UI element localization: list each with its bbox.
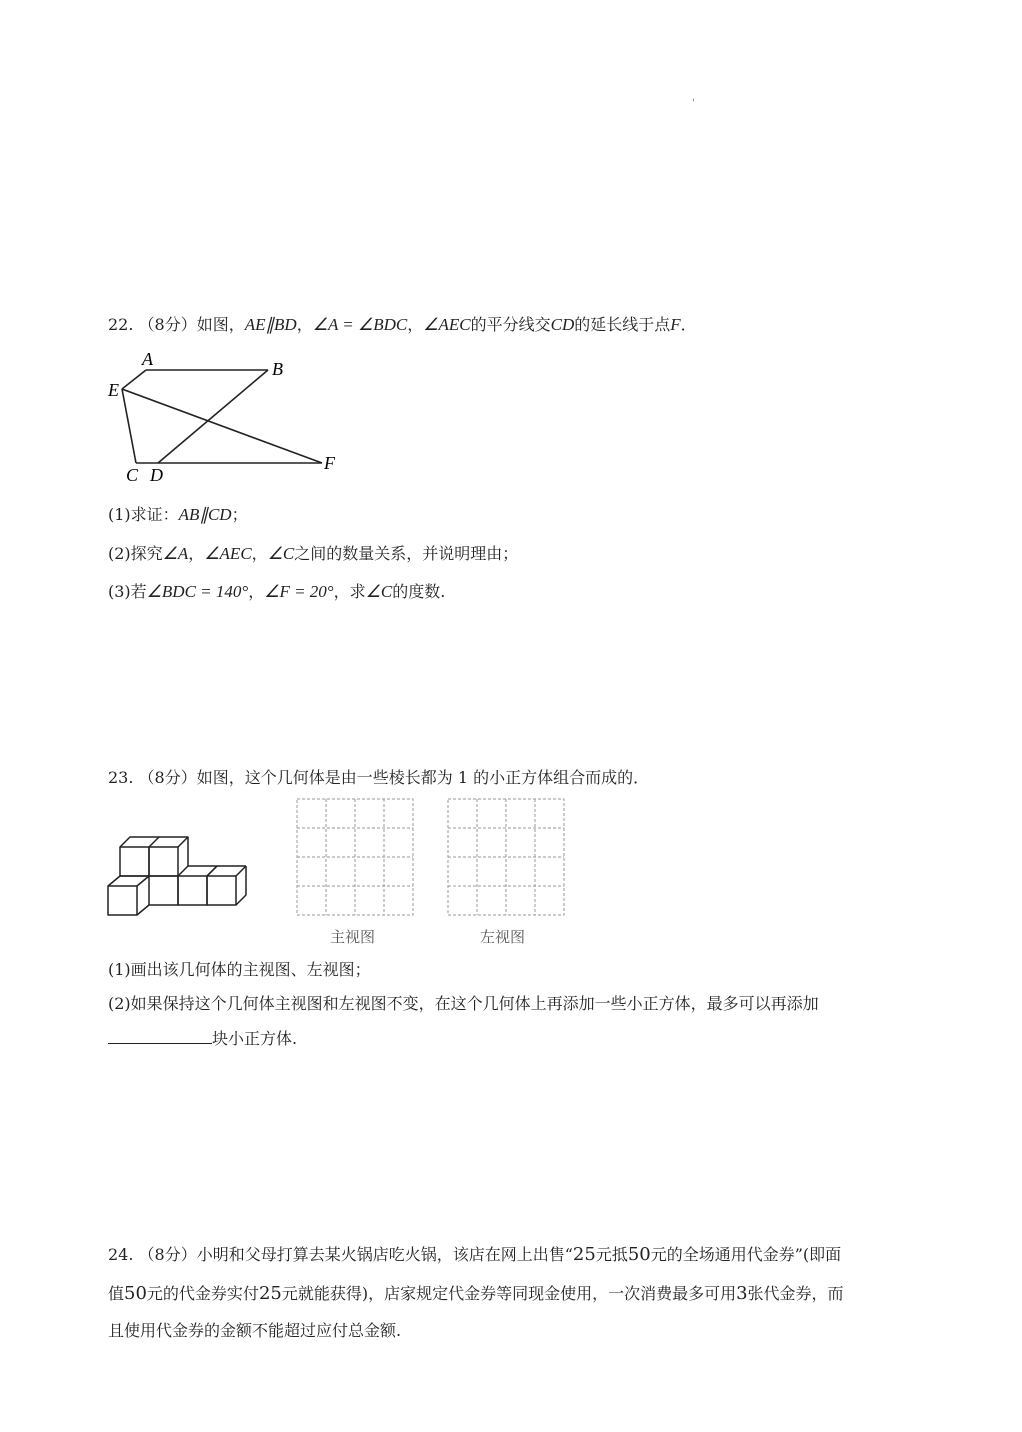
q22-figure	[100, 345, 360, 485]
q24-number-25: 25	[258, 1283, 282, 1304]
q24-text: 元的全场通用代金券”(即面	[650, 1245, 842, 1264]
q22-part3-angle-c: ∠C	[365, 582, 393, 601]
left-view-caption: 左视图	[480, 928, 526, 946]
q24-score: （8分）	[138, 1245, 197, 1264]
q23-stem-text: 如图，这个几何体是由一些棱长都为 1 的小正方体组合而成的．	[196, 768, 650, 787]
q22-stem-text: 的平分线交	[470, 315, 551, 334]
q24-text: 张代金券，而	[747, 1284, 844, 1303]
q24-number-3: 3	[736, 1283, 748, 1304]
q22-stem	[108, 314, 697, 336]
q22-math-angle-aec: ∠AEC	[423, 315, 471, 334]
cube-top-front	[149, 847, 178, 876]
q22-part3	[108, 581, 445, 603]
q22-part3-mid: ，求	[333, 582, 366, 601]
q22-part2-sep: ，	[251, 544, 268, 563]
q24-number-50: 50	[124, 1283, 147, 1304]
segment-ef	[122, 389, 322, 463]
segment-ec	[122, 389, 136, 463]
q22-part1	[108, 504, 248, 526]
q24-text: 元的代金券实付	[146, 1284, 259, 1303]
q24-number-25: 25	[572, 1244, 596, 1265]
q24-text: 值	[108, 1284, 125, 1303]
cube-top-front	[120, 847, 149, 876]
q24-line1	[108, 1244, 841, 1266]
q22-comma: ，	[296, 315, 313, 334]
q22-math-ae-parallel-bd: AE∥BD	[244, 315, 297, 334]
q22-stem-text: 如图，	[196, 315, 245, 334]
stray-mark: '	[692, 98, 695, 109]
q22-part1-math: AB∥CD	[178, 505, 232, 524]
q23-cube-figure	[100, 830, 260, 930]
q24-number: 24.	[108, 1245, 134, 1264]
label-c: C	[126, 465, 139, 485]
q24-number-50: 50	[627, 1244, 651, 1265]
front-view-grid	[296, 798, 414, 916]
q22-part3-angle-bdc: ∠BDC = 140°	[146, 582, 249, 601]
q22-part3-sep: ，	[248, 582, 265, 601]
segment-ae	[122, 370, 146, 389]
q22-part2-prefix: (2)探究	[108, 544, 163, 563]
q24-text: 小明和父母打算去某火锅店吃火锅，该店在网上出售“	[196, 1245, 573, 1264]
front-view-caption: 主视图	[330, 928, 376, 946]
q24-line3: 且使用代金券的金额不能超过应付总金额.	[108, 1321, 402, 1340]
q23-number: 23.	[108, 768, 134, 787]
q24-line2	[108, 1283, 844, 1305]
q23-score: （8分）	[138, 768, 197, 787]
segment-bd	[158, 370, 268, 463]
q23-part2-suffix: 块小正方体.	[212, 1029, 298, 1048]
label-e: E	[108, 380, 119, 400]
label-f: F	[324, 453, 335, 473]
q23-part1: (1)画出该几何体的主视图、左视图；	[108, 960, 371, 979]
q22-score: （8分）	[138, 315, 197, 334]
q22-math-f: F	[670, 315, 681, 334]
q22-part2	[108, 543, 518, 565]
q22-number: 22.	[108, 315, 134, 334]
q22-part2-sep: ，	[188, 544, 205, 563]
q22-part1-prefix: (1)求证：	[108, 505, 179, 524]
q22-math-angle-eq: ∠A = ∠BDC	[312, 315, 408, 334]
q23-part2-line2	[108, 1027, 297, 1050]
q23-part2-line1: (2)如果保持这个几何体主视图和左视图不变，在这个几何体上再添加一些小正方体，最多可以再添加	[108, 994, 819, 1013]
q22-part3-angle-f: ∠F = 20°	[264, 582, 334, 601]
label-a: A	[142, 349, 153, 369]
q24-text: 元就能获得)，店家规定代金券等同现金使用，一次消费最多可用	[281, 1284, 737, 1303]
q22-part1-suffix: ；	[231, 505, 248, 524]
q22-part3-suffix: 的度数.	[392, 582, 446, 601]
cube-bottom-front	[149, 876, 178, 905]
q22-math-cd: CD	[550, 315, 575, 334]
cube-bottom-front	[178, 876, 207, 905]
label-d: D	[150, 465, 163, 485]
q22-comma: ，	[407, 315, 424, 334]
q22-part2-suffix: 之间的数量关系，并说明理由；	[294, 544, 519, 563]
q22-part2-angle-a: ∠A	[162, 544, 189, 563]
cube-bottom-front	[108, 886, 137, 915]
cube-bottom-front	[207, 876, 236, 905]
q22-part2-angle-aec: ∠AEC	[204, 544, 252, 563]
q22-stem-text: 的延长线于点	[574, 315, 671, 334]
label-b: B	[272, 359, 283, 379]
q22-period: ．	[680, 315, 697, 334]
q23-stem	[108, 767, 649, 789]
q22-part3-prefix: (3)若	[108, 582, 147, 601]
q22-part2-angle-c: ∠C	[267, 544, 295, 563]
q24-text: 元抵	[595, 1245, 628, 1264]
answer-blank[interactable]	[108, 1027, 212, 1044]
left-view-grid	[447, 798, 565, 916]
